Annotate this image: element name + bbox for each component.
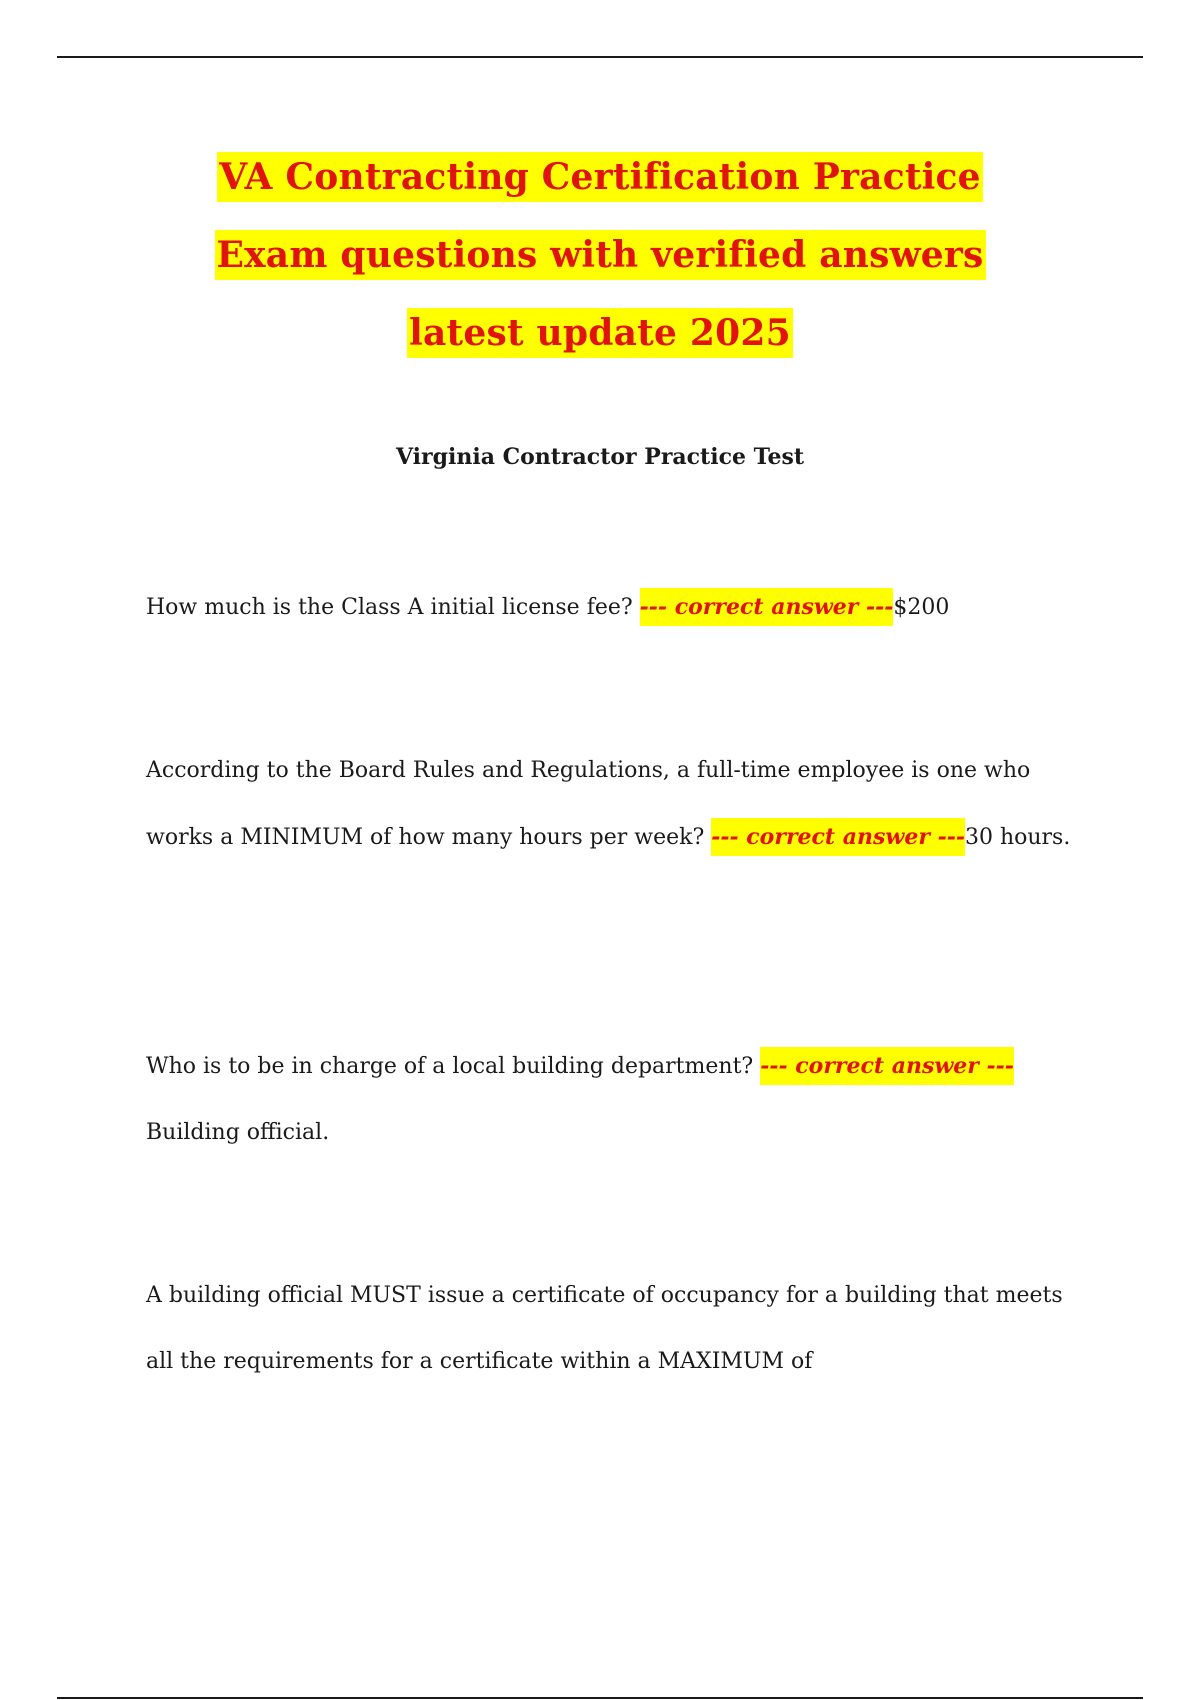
document-title: [0, 138, 1200, 372]
title-line-2: [0, 216, 1200, 294]
title-text-1: VA Contracting Certification Practice: [217, 152, 983, 202]
correct-answer-marker: --- correct answer ---: [760, 1047, 1014, 1085]
title-line-1: [0, 138, 1200, 216]
title-text-3: latest update 2025: [407, 308, 793, 358]
answer-text: 30 hours.: [964, 825, 1071, 850]
footer-rule: [57, 1697, 1143, 1699]
answer-text: $200: [893, 595, 950, 620]
document-subtitle: Virginia Contractor Practice Test: [395, 444, 805, 470]
correct-answer-marker: --- correct answer ---: [711, 818, 965, 856]
question-block-2: [146, 738, 1091, 871]
question-block-4: [146, 1263, 1091, 1395]
question-text: How much is the Class A initial license fee?: [146, 595, 640, 620]
question-text: A building official MUST issue a certificate of occupancy for a building that meets all the requirements for a certificate within a MAXIMUM of: [146, 1283, 1063, 1374]
question-text: Who is to be in charge of a local building department?: [146, 1054, 761, 1079]
question-text: According to the Board Rules and Regulations, a full-time employee is one who works a MINIMUM of how many hours per week?: [146, 758, 1031, 850]
header-rule: [57, 56, 1143, 58]
question-block-1: [146, 574, 1091, 641]
correct-answer-marker: --- correct answer ---: [640, 588, 894, 626]
title-text-2: Exam questions with verified answers: [215, 230, 986, 280]
question-block-3: [146, 1033, 1091, 1166]
answer-text: Building official.: [146, 1120, 330, 1145]
title-line-3: [0, 294, 1200, 372]
